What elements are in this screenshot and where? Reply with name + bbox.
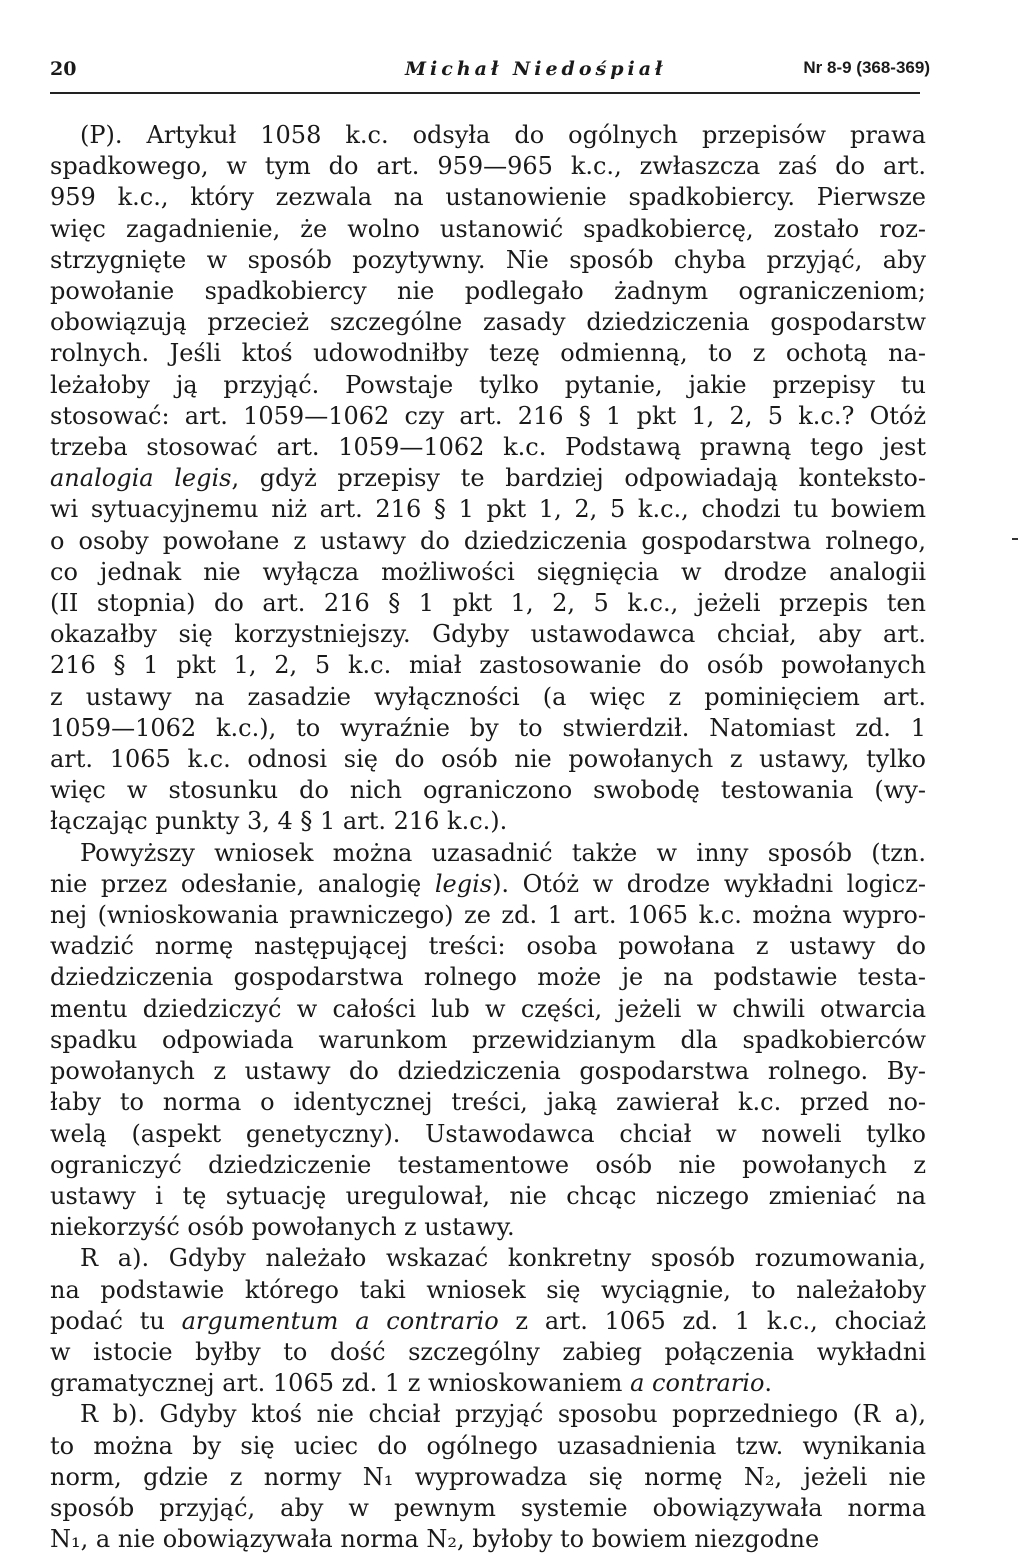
text-line: okazałby się korzystniejszy. Gdyby ustawodawca chciał, aby art. [50,620,926,649]
running-title-author: Michał Niedośpiał [405,58,667,80]
text-line [50,1368,926,1399]
text-run: . [764,1369,773,1398]
text-line: powołanie spadkobiercy nie podlegało żadnym ograniczeniom; [50,277,926,306]
issue-number: Nr 8-9 (368-369) [803,58,930,77]
text-line: 1059—1062 k.c.), to wyraźnie by to stwierdził. Natomiast zd. 1 [50,713,926,742]
text-run: ). Otóż w drodze wykładni logicz- [492,869,926,898]
text-line: trzeba stosować art. 1059—1062 k.c. Podstawą prawną tego jest [50,433,926,462]
text-line: stosować: art. 1059—1062 czy art. 216 § 1 pkt 1, 2, 5 k.c.? Otóż [50,401,926,430]
text-line: co jednak nie wyłącza możliwości sięgnięcia w drodze analogii [50,557,926,586]
text-line: łączając punkty 3, 4 § 1 art. 216 k.c.). [50,807,508,836]
italic-term: analogia legis [50,464,232,493]
page-header [50,58,930,88]
text-line: obowiązują przecież szczególne zasady dziedziczenia gospodarstw [50,308,926,337]
text-line: wi sytuacyjnemu niż art. 216 § 1 pkt 1, 2, 5 k.c., chodzi tu bowiem [50,495,926,524]
text-line: (II stopnia) do art. 216 § 1 pkt 1, 2, 5 k.c., jeżeli przepis ten [50,589,926,618]
text-line: (P). Artykuł 1058 k.c. odsyła do ogólnych przepisów prawa [80,121,926,149]
page-number: 20 [50,58,77,80]
text-line: Powyższy wniosek można uzasadnić także w inny sposób (tzn. [80,838,926,867]
text-line: ograniczyć dziedziczenie testamentowe osób nie powołanych z [50,1150,926,1179]
text-line: welą (aspekt genetyczny). Ustawodawca chciał w noweli tylko [50,1119,926,1148]
text-run: podać tu [50,1306,182,1335]
text-line: o osoby powołane z ustawy do dziedziczenia gospodarstwa rolnego, [50,526,926,555]
text-line: ustawy i tę sytuację uregulował, nie chcąc niczego zmieniać na [50,1181,926,1210]
text-line: 216 § 1 pkt 1, 2, 5 k.c. miał zastosowanie do osób powołanych [50,651,926,680]
text-line: na podstawie którego taki wniosek się wyciągnie, to należałoby [50,1275,926,1304]
text-line: w istocie byłby to dość szczególny zabieg połączenia wykładni [50,1337,926,1366]
text-line: spadkowego, w tym do art. 959—965 k.c., zwłaszcza zaś do art. [50,152,926,181]
text-run: , gdyż przepisy te bardziej odpowiadają konteksto- [231,464,926,493]
text-line: R a). Gdyby należało wskazać konkretny sposób rozumowania, [80,1244,926,1273]
text-line: N₁, a nie obowiązywała norma N₂, byłoby to bowiem niezgodne [50,1525,820,1554]
text-line [50,1306,926,1337]
text-run: gramatycznej art. 1065 zd. 1 z wnioskowaniem [50,1369,631,1398]
text-line: norm, gdzie z normy N₁ wyprowadza się normę N₂, jeżeli nie [50,1462,926,1491]
text-line: z ustawy na zasadzie wyłączności (a więc z pominięciem art. [50,682,926,711]
text-line: art. 1065 k.c. odnosi się do osób nie powołanych z ustawy, tylko [50,745,926,774]
text-line: powołanych z ustawy do dziedziczenia gospodarstwa rolnego. By- [50,1057,926,1086]
text-line: strzygnięte w sposób pozytywny. Nie sposób chyba przyjąć, aby [50,245,926,274]
text-line: spadku odpowiada warunkom przewidzianym dla spadkobierców [50,1025,926,1054]
text-line: 959 k.c., który zezwala na ustanowienie spadkobiercy. Pierwsze [50,183,926,212]
margin-mark [1012,538,1018,540]
text-line: wadzić normę następującej treści: osoba powołana z ustawy do [50,932,926,961]
text-line [50,463,926,494]
text-run: nie przez odesłanie, analogię [50,869,435,898]
italic-term: legis [434,869,493,898]
text-line: dziedziczenia gospodarstwa rolnego może je na podstawie testa- [50,963,926,992]
text-line: więc w stosunku do nich ograniczono swobodę testowania (wy- [50,776,926,805]
text-line: nej (wnioskowania prawniczego) ze zd. 1 art. 1065 k.c. można wypro- [50,901,926,930]
text-line: mentu dziedziczyć w całości lub w części, jeżeli w chwili otwarcia [50,994,926,1023]
text-line: łaby to norma o identycznej treści, jaką zawierał k.c. przed no- [50,1088,926,1117]
header-rule [50,92,920,94]
text-line: to można by się uciec do ogólnego uzasadnienia tzw. wynikania [50,1431,926,1460]
italic-term: a contrario [630,1369,765,1398]
text-line: więc zagadnienie, że wolno ustanowić spadkobiercę, zostało roz- [50,214,926,243]
text-line: rolnych. Jeśli ktoś udowodniłby tezę odmienną, to z ochotą na- [50,339,926,368]
text-run: z art. 1065 zd. 1 k.c., chociaż [498,1306,926,1335]
text-line: R b). Gdyby ktoś nie chciał przyjąć sposobu poprzedniego (R a), [80,1400,926,1429]
body-text [50,120,926,1555]
text-line: sposób przyjąć, aby w pewnym systemie obowiązywała norma [50,1493,926,1522]
italic-term: argumentum a contrario [181,1306,499,1335]
text-line [50,869,926,900]
text-line: niekorzyść osób powołanych z ustawy. [50,1213,515,1242]
text-line: leżałoby ją przyjąć. Powstaje tylko pytanie, jakie przepisy tu [50,370,926,399]
